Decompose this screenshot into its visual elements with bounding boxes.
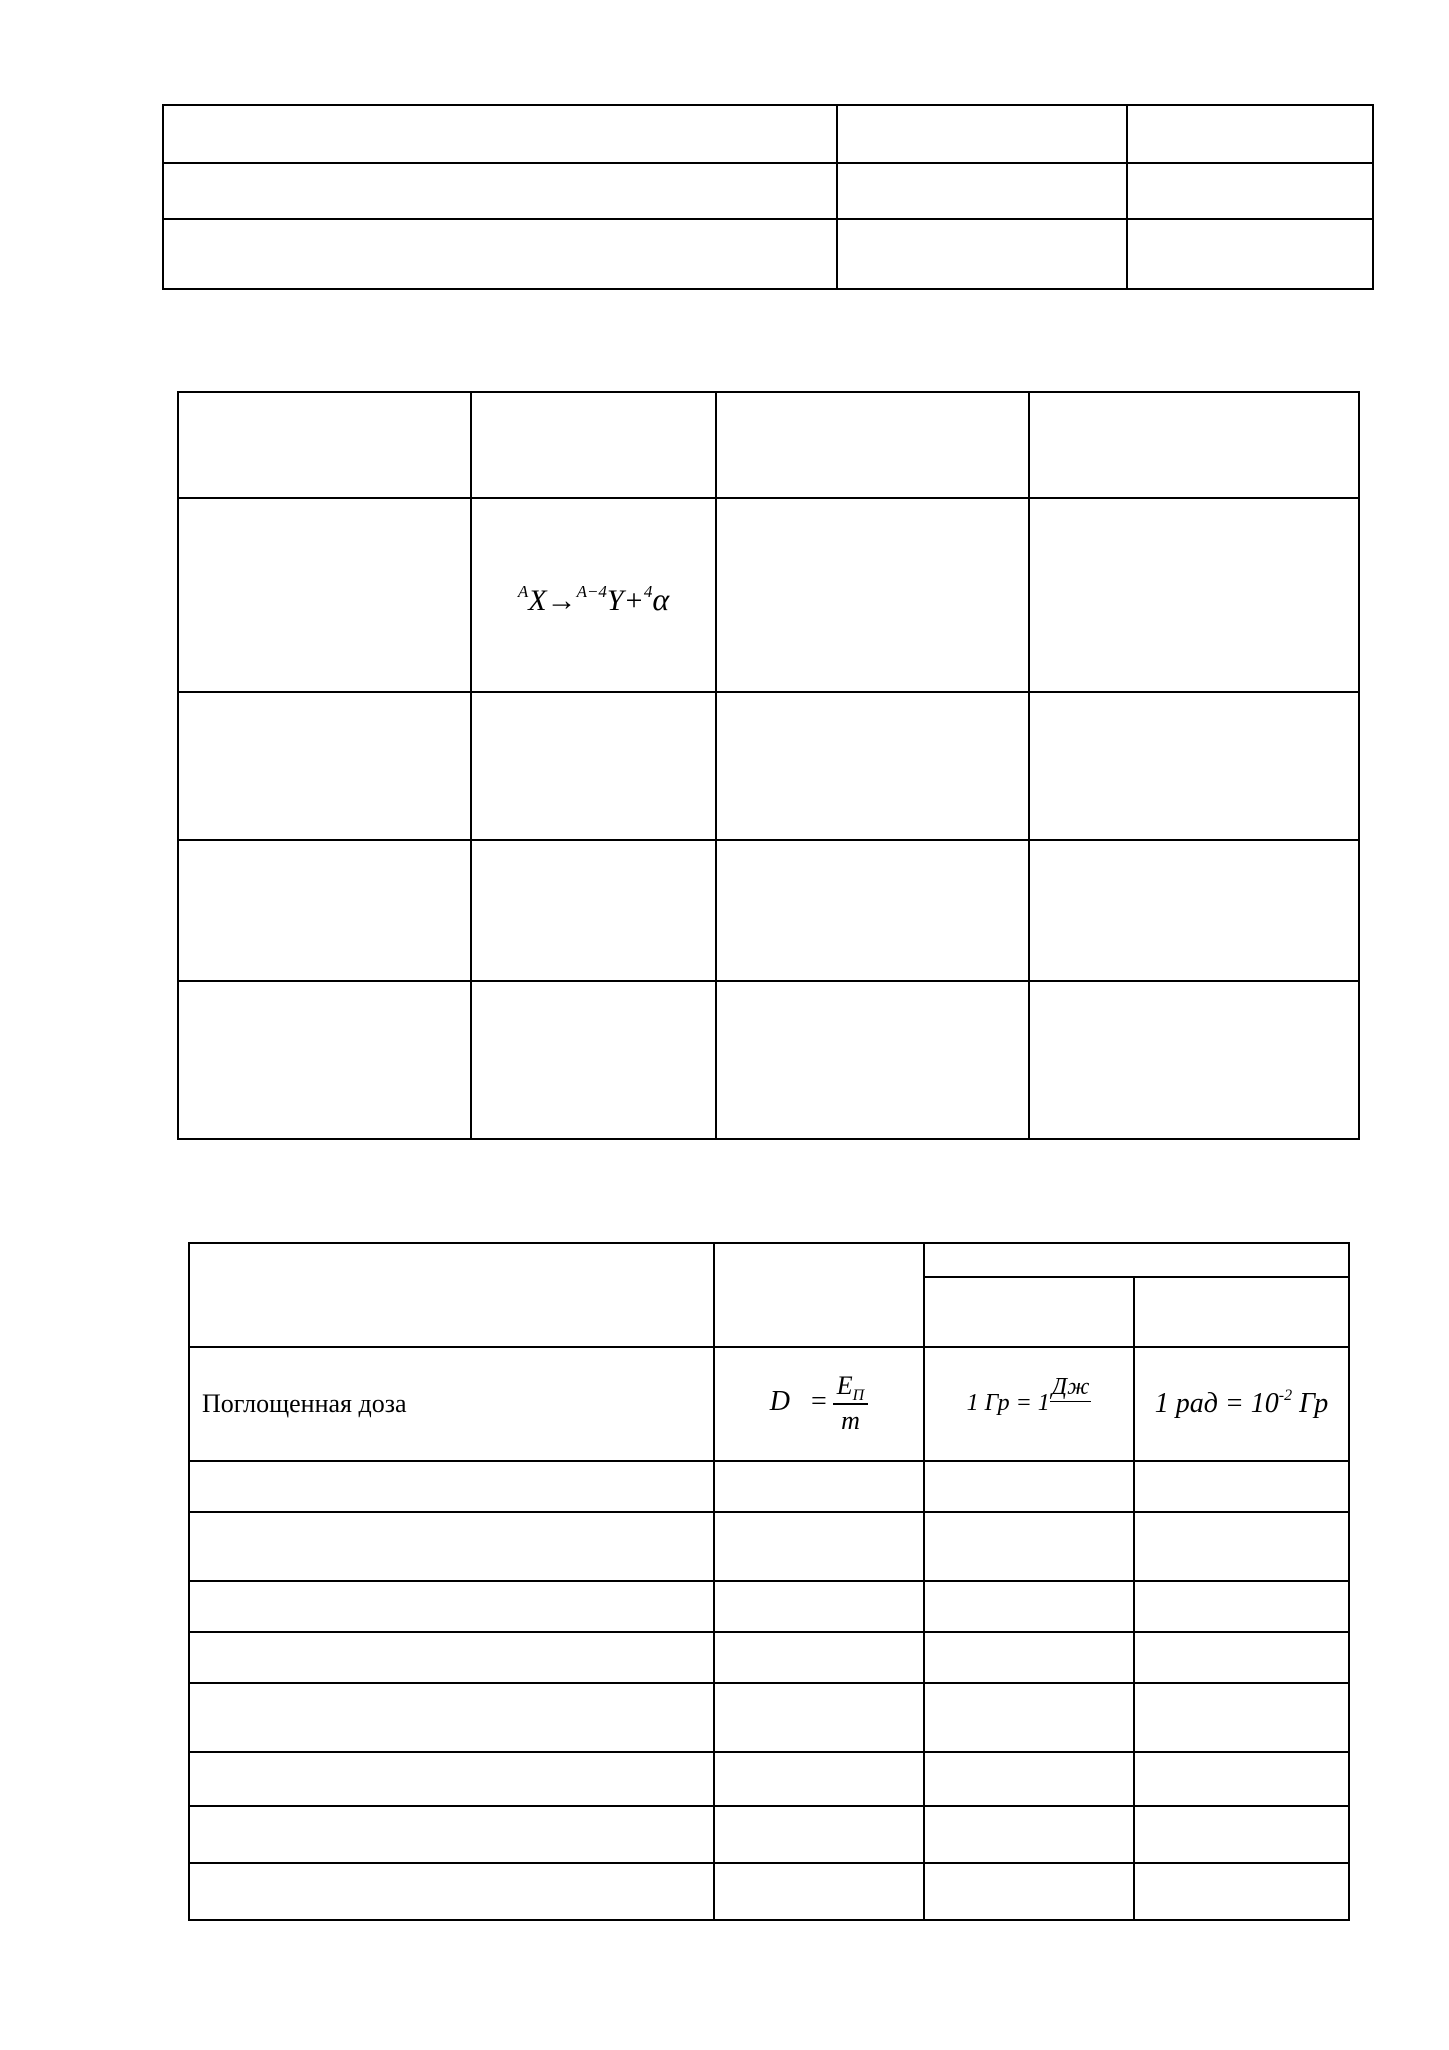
table-cell <box>1029 392 1359 498</box>
table-cell <box>178 692 471 840</box>
parent-nucleus: X <box>528 583 547 617</box>
formula-eq: = <box>810 1386 827 1418</box>
table-cell <box>1029 692 1359 840</box>
table-cell <box>924 1277 1134 1347</box>
table-cell <box>714 1243 924 1347</box>
table-cell <box>1134 1461 1349 1512</box>
table-cell <box>716 840 1029 981</box>
table-1 <box>162 104 1374 290</box>
table-row <box>189 1752 1349 1806</box>
table-cell <box>189 1632 714 1683</box>
table-cell <box>837 219 1127 289</box>
table-cell <box>189 1243 714 1347</box>
table-cell <box>1134 1752 1349 1806</box>
table-row <box>178 498 1359 692</box>
offsys-exponent: -2 <box>1278 1387 1293 1404</box>
table-cell <box>1029 840 1359 981</box>
table-cell <box>924 1683 1134 1752</box>
table-row <box>163 219 1373 289</box>
table-cell <box>714 1581 924 1632</box>
table-cell <box>714 1632 924 1683</box>
plus-symbol: + <box>623 583 644 617</box>
table-cell <box>1134 1632 1349 1683</box>
table-cell <box>837 105 1127 163</box>
mass-number-sup: A <box>517 581 529 601</box>
table-cell <box>1134 1512 1349 1581</box>
table-cell <box>178 498 471 692</box>
table-cell <box>924 1752 1134 1806</box>
table-cell <box>189 1512 714 1581</box>
table-cell <box>714 1752 924 1806</box>
table-cell <box>924 1243 1349 1277</box>
table-cell <box>189 1863 714 1920</box>
table-cell <box>716 692 1029 840</box>
table-3 <box>188 1242 1350 1921</box>
table-cell <box>1134 1683 1349 1752</box>
numerator-symbol: E <box>836 1371 853 1401</box>
offsys-right: Гр <box>1292 1388 1329 1419</box>
table-cell <box>924 1806 1134 1863</box>
table-row <box>178 840 1359 981</box>
table-row <box>189 1683 1349 1752</box>
table-cell <box>1127 219 1373 289</box>
table-cell <box>471 692 716 840</box>
table-cell <box>178 840 471 981</box>
table-cell <box>471 840 716 981</box>
table-row <box>178 981 1359 1139</box>
numerator-subscript: П <box>852 1387 865 1405</box>
table-cell <box>1134 1581 1349 1632</box>
table-row <box>189 1347 1349 1461</box>
daughter-mass-sup: A−4 <box>576 581 607 601</box>
table-row <box>189 1806 1349 1863</box>
table-cell <box>1134 1863 1349 1920</box>
daughter-nucleus: Y <box>606 583 624 617</box>
alpha-decay-formula <box>471 498 716 692</box>
table-row <box>189 1863 1349 1920</box>
alpha-particle: α <box>652 580 670 617</box>
table-cell <box>716 498 1029 692</box>
table-cell <box>714 1683 924 1752</box>
table-cell <box>163 105 837 163</box>
table-cell <box>471 981 716 1139</box>
table-cell <box>716 392 1029 498</box>
table-cell <box>837 163 1127 219</box>
table-cell <box>471 392 716 498</box>
table-2 <box>177 391 1360 1140</box>
table-cell <box>1134 1806 1349 1863</box>
table-cell <box>1029 981 1359 1139</box>
table-row <box>189 1512 1349 1581</box>
table-cell <box>178 981 471 1139</box>
si-unit-cell <box>924 1347 1134 1461</box>
table-cell <box>924 1632 1134 1683</box>
table-cell <box>714 1806 924 1863</box>
table-cell <box>924 1512 1134 1581</box>
table-cell <box>924 1581 1134 1632</box>
arrow-symbol: → <box>546 583 577 617</box>
table-row <box>178 692 1359 840</box>
table-cell <box>924 1461 1134 1512</box>
table-cell <box>163 219 837 289</box>
table-row <box>163 163 1373 219</box>
table-row <box>163 105 1373 163</box>
table-cell <box>1134 1277 1349 1347</box>
si-unit-fraction: Дж <box>1051 1374 1090 1400</box>
absorbed-dose-formula <box>714 1347 924 1461</box>
table-row <box>189 1581 1349 1632</box>
table-cell <box>714 1863 924 1920</box>
table-cell <box>163 163 837 219</box>
table-cell <box>1127 105 1373 163</box>
offsystem-unit-cell <box>1134 1347 1349 1461</box>
formula-denominator: m <box>841 1406 860 1435</box>
table-row <box>178 392 1359 498</box>
table-cell <box>924 1863 1134 1920</box>
table-row <box>189 1243 1349 1277</box>
table-cell <box>189 1461 714 1512</box>
alpha-mass-sup: 4 <box>643 581 653 601</box>
table-row <box>189 1461 1349 1512</box>
table-cell <box>178 392 471 498</box>
table-cell <box>716 981 1029 1139</box>
table-row <box>189 1632 1349 1683</box>
table-cell <box>1029 498 1359 692</box>
table-cell <box>189 1581 714 1632</box>
table-cell <box>714 1512 924 1581</box>
table-cell <box>1127 163 1373 219</box>
table-cell <box>189 1806 714 1863</box>
table-cell <box>714 1461 924 1512</box>
si-unit-left: 1 Гр = 1 <box>966 1390 1050 1416</box>
absorbed-dose-label: Поглощенная доза <box>189 1347 714 1461</box>
table-cell <box>189 1752 714 1806</box>
formula-numerator <box>833 1372 868 1405</box>
formula-fraction <box>833 1372 868 1435</box>
formula-lhs: D <box>769 1386 790 1418</box>
offsys-left: 1 рад = 10 <box>1154 1388 1279 1419</box>
table-cell <box>189 1683 714 1752</box>
